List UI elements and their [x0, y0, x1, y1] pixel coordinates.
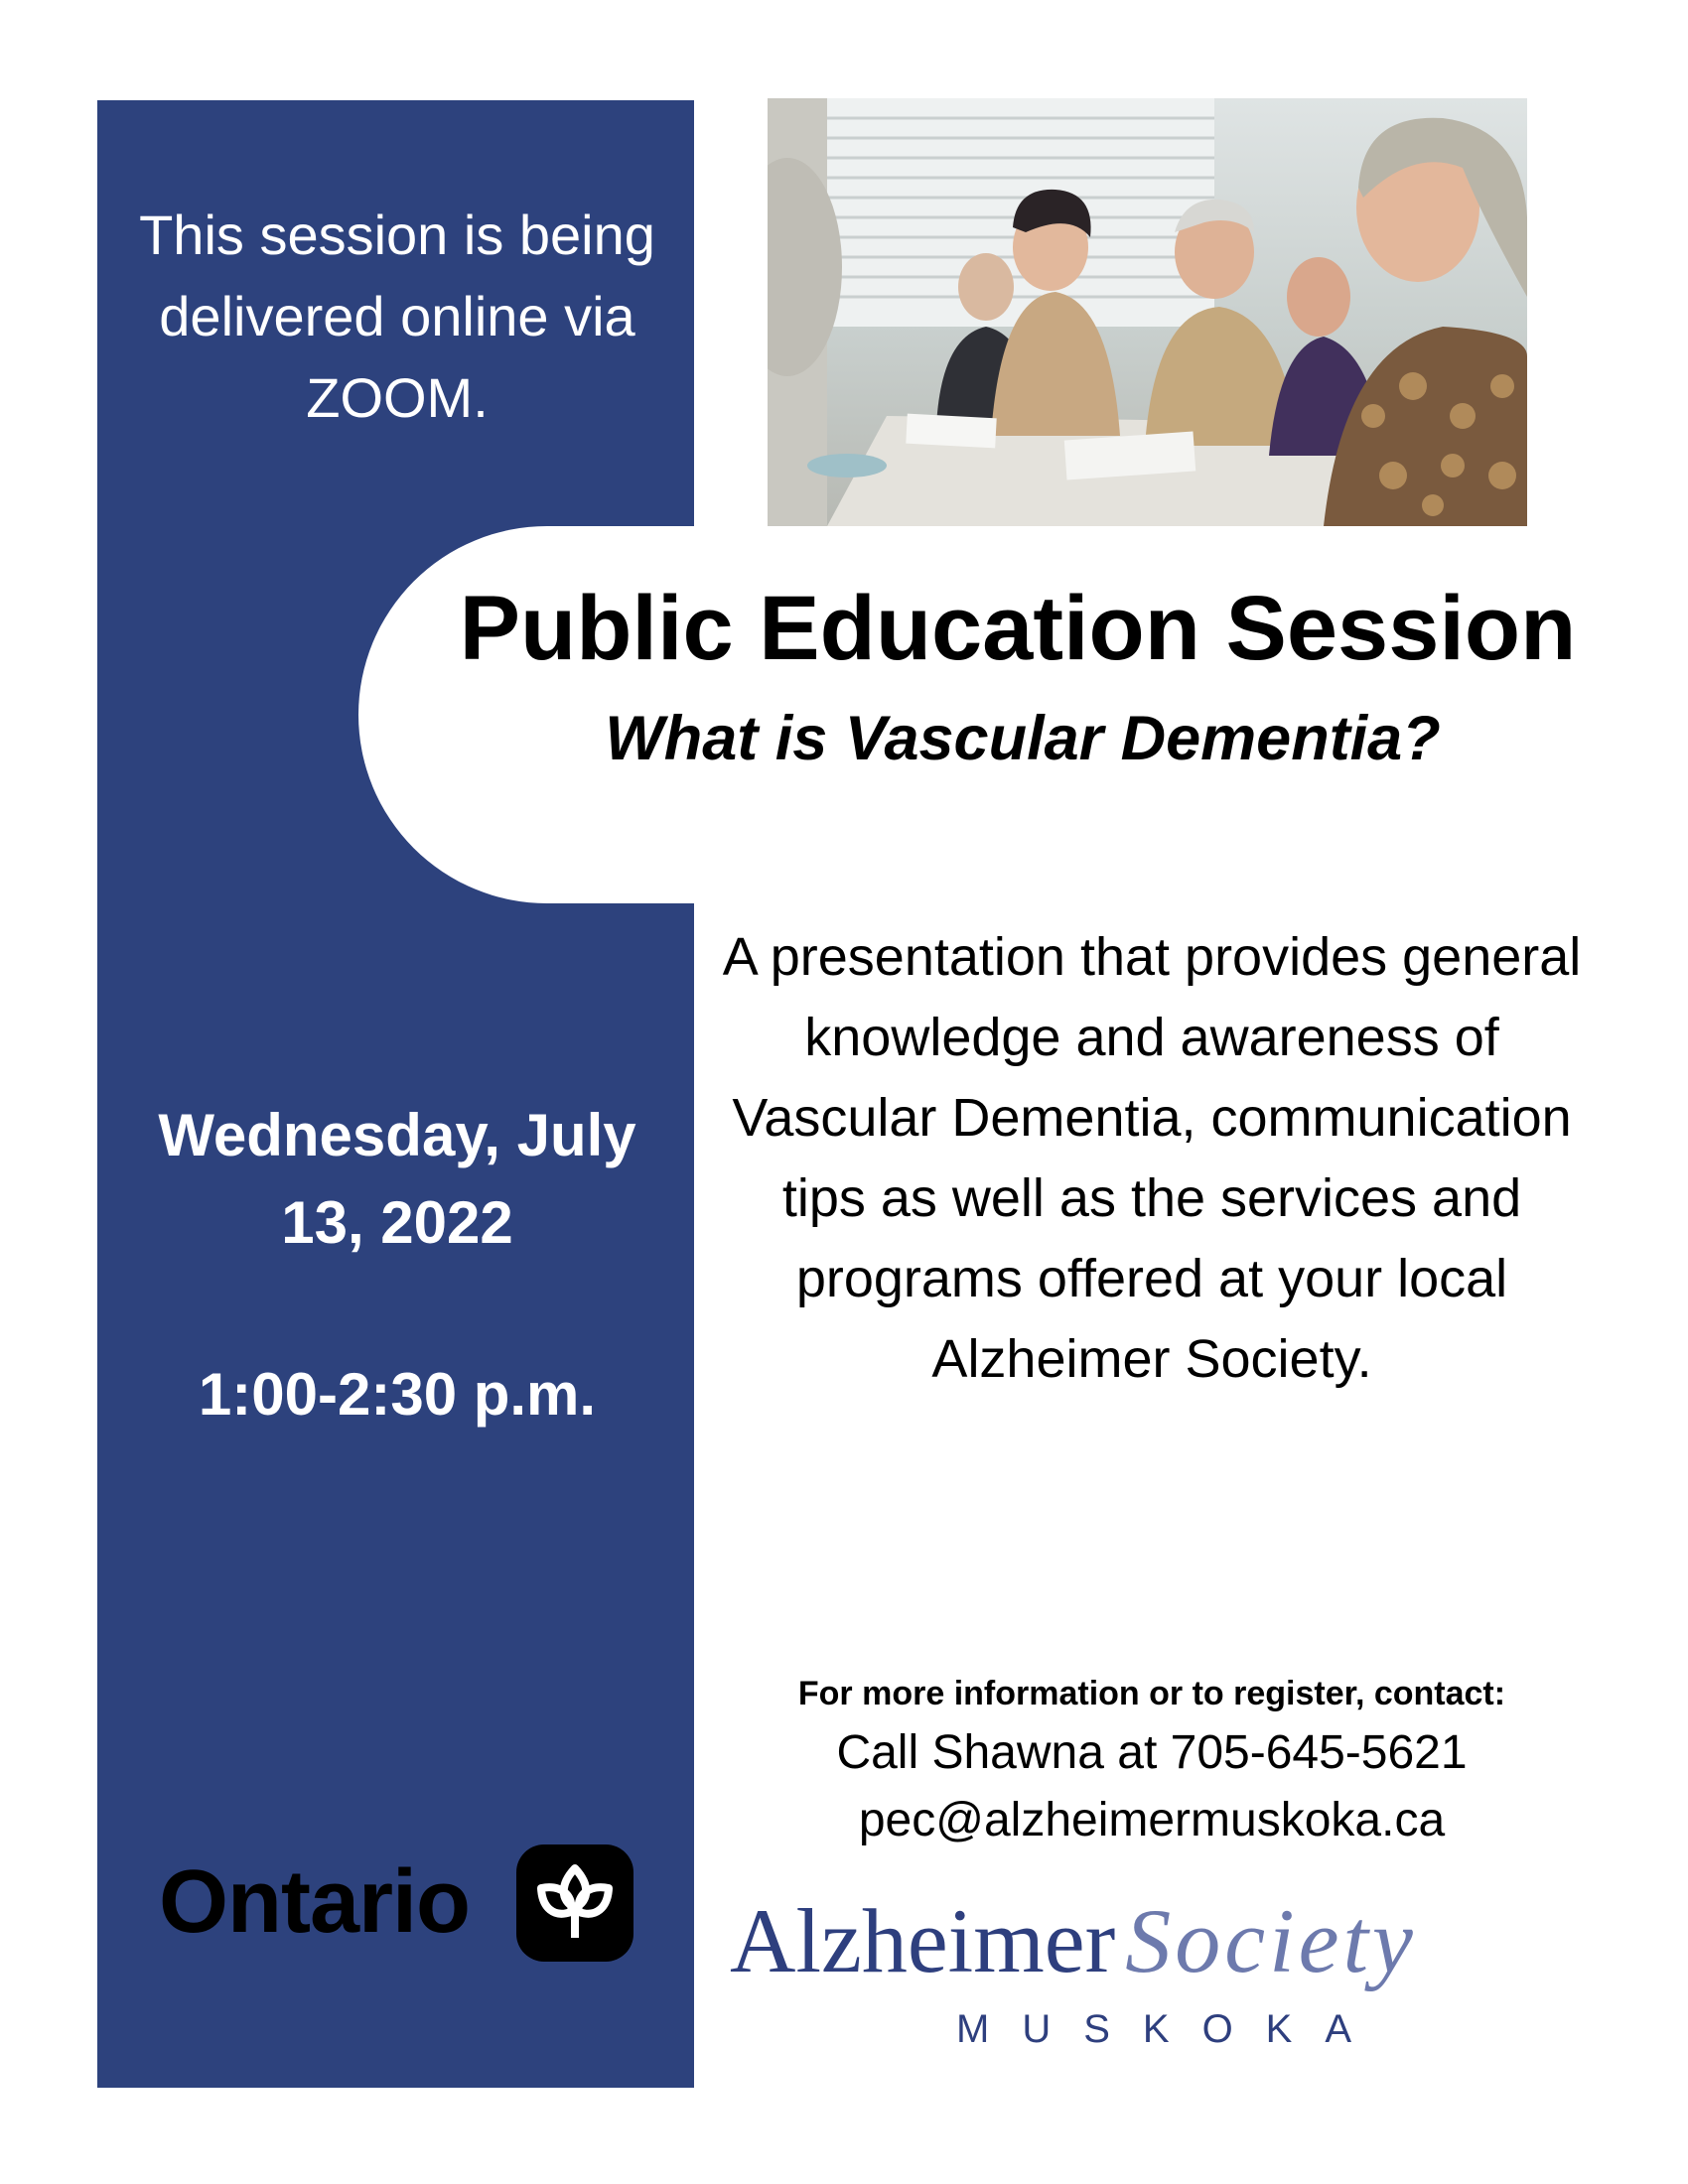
- contact-email[interactable]: pec@alzheimermuskoka.ca: [858, 1794, 1446, 1846]
- event-date: Wednesday, July 13, 2022: [158, 1102, 636, 1256]
- society-word-society: Society: [1125, 1890, 1417, 1991]
- online-note: This session is being delivered online via ZOOM.: [139, 204, 655, 429]
- meeting-photo: [768, 98, 1527, 526]
- ontario-logo: [159, 1844, 635, 1964]
- event-description: A presentation that provides general knowledge and awareness of Vascular Dementia, communication tips as well as the services and programs offered at your local Alzheimer Society.: [722, 927, 1582, 1389]
- contact-block: [715, 1672, 1589, 1854]
- society-word-alzheimer: Alzheimer: [730, 1890, 1116, 1991]
- page-subtitle: What is Vascular Dementia?: [605, 704, 1441, 773]
- contact-phone: Call Shawna at 705-645-5621: [836, 1726, 1468, 1779]
- trillium-icon: [516, 1844, 633, 1962]
- ontario-wordmark: Ontario: [159, 1852, 471, 1952]
- society-name: [730, 1891, 1417, 1990]
- contact-heading: For more information or to register, contact:: [797, 1675, 1506, 1712]
- alzheimer-society-logo: [730, 1891, 1584, 2050]
- page-title: Public Education Session: [459, 578, 1577, 679]
- event-time: 1:00-2:30 p.m.: [198, 1361, 597, 1428]
- society-region: MUSKOKA: [956, 2007, 1385, 2051]
